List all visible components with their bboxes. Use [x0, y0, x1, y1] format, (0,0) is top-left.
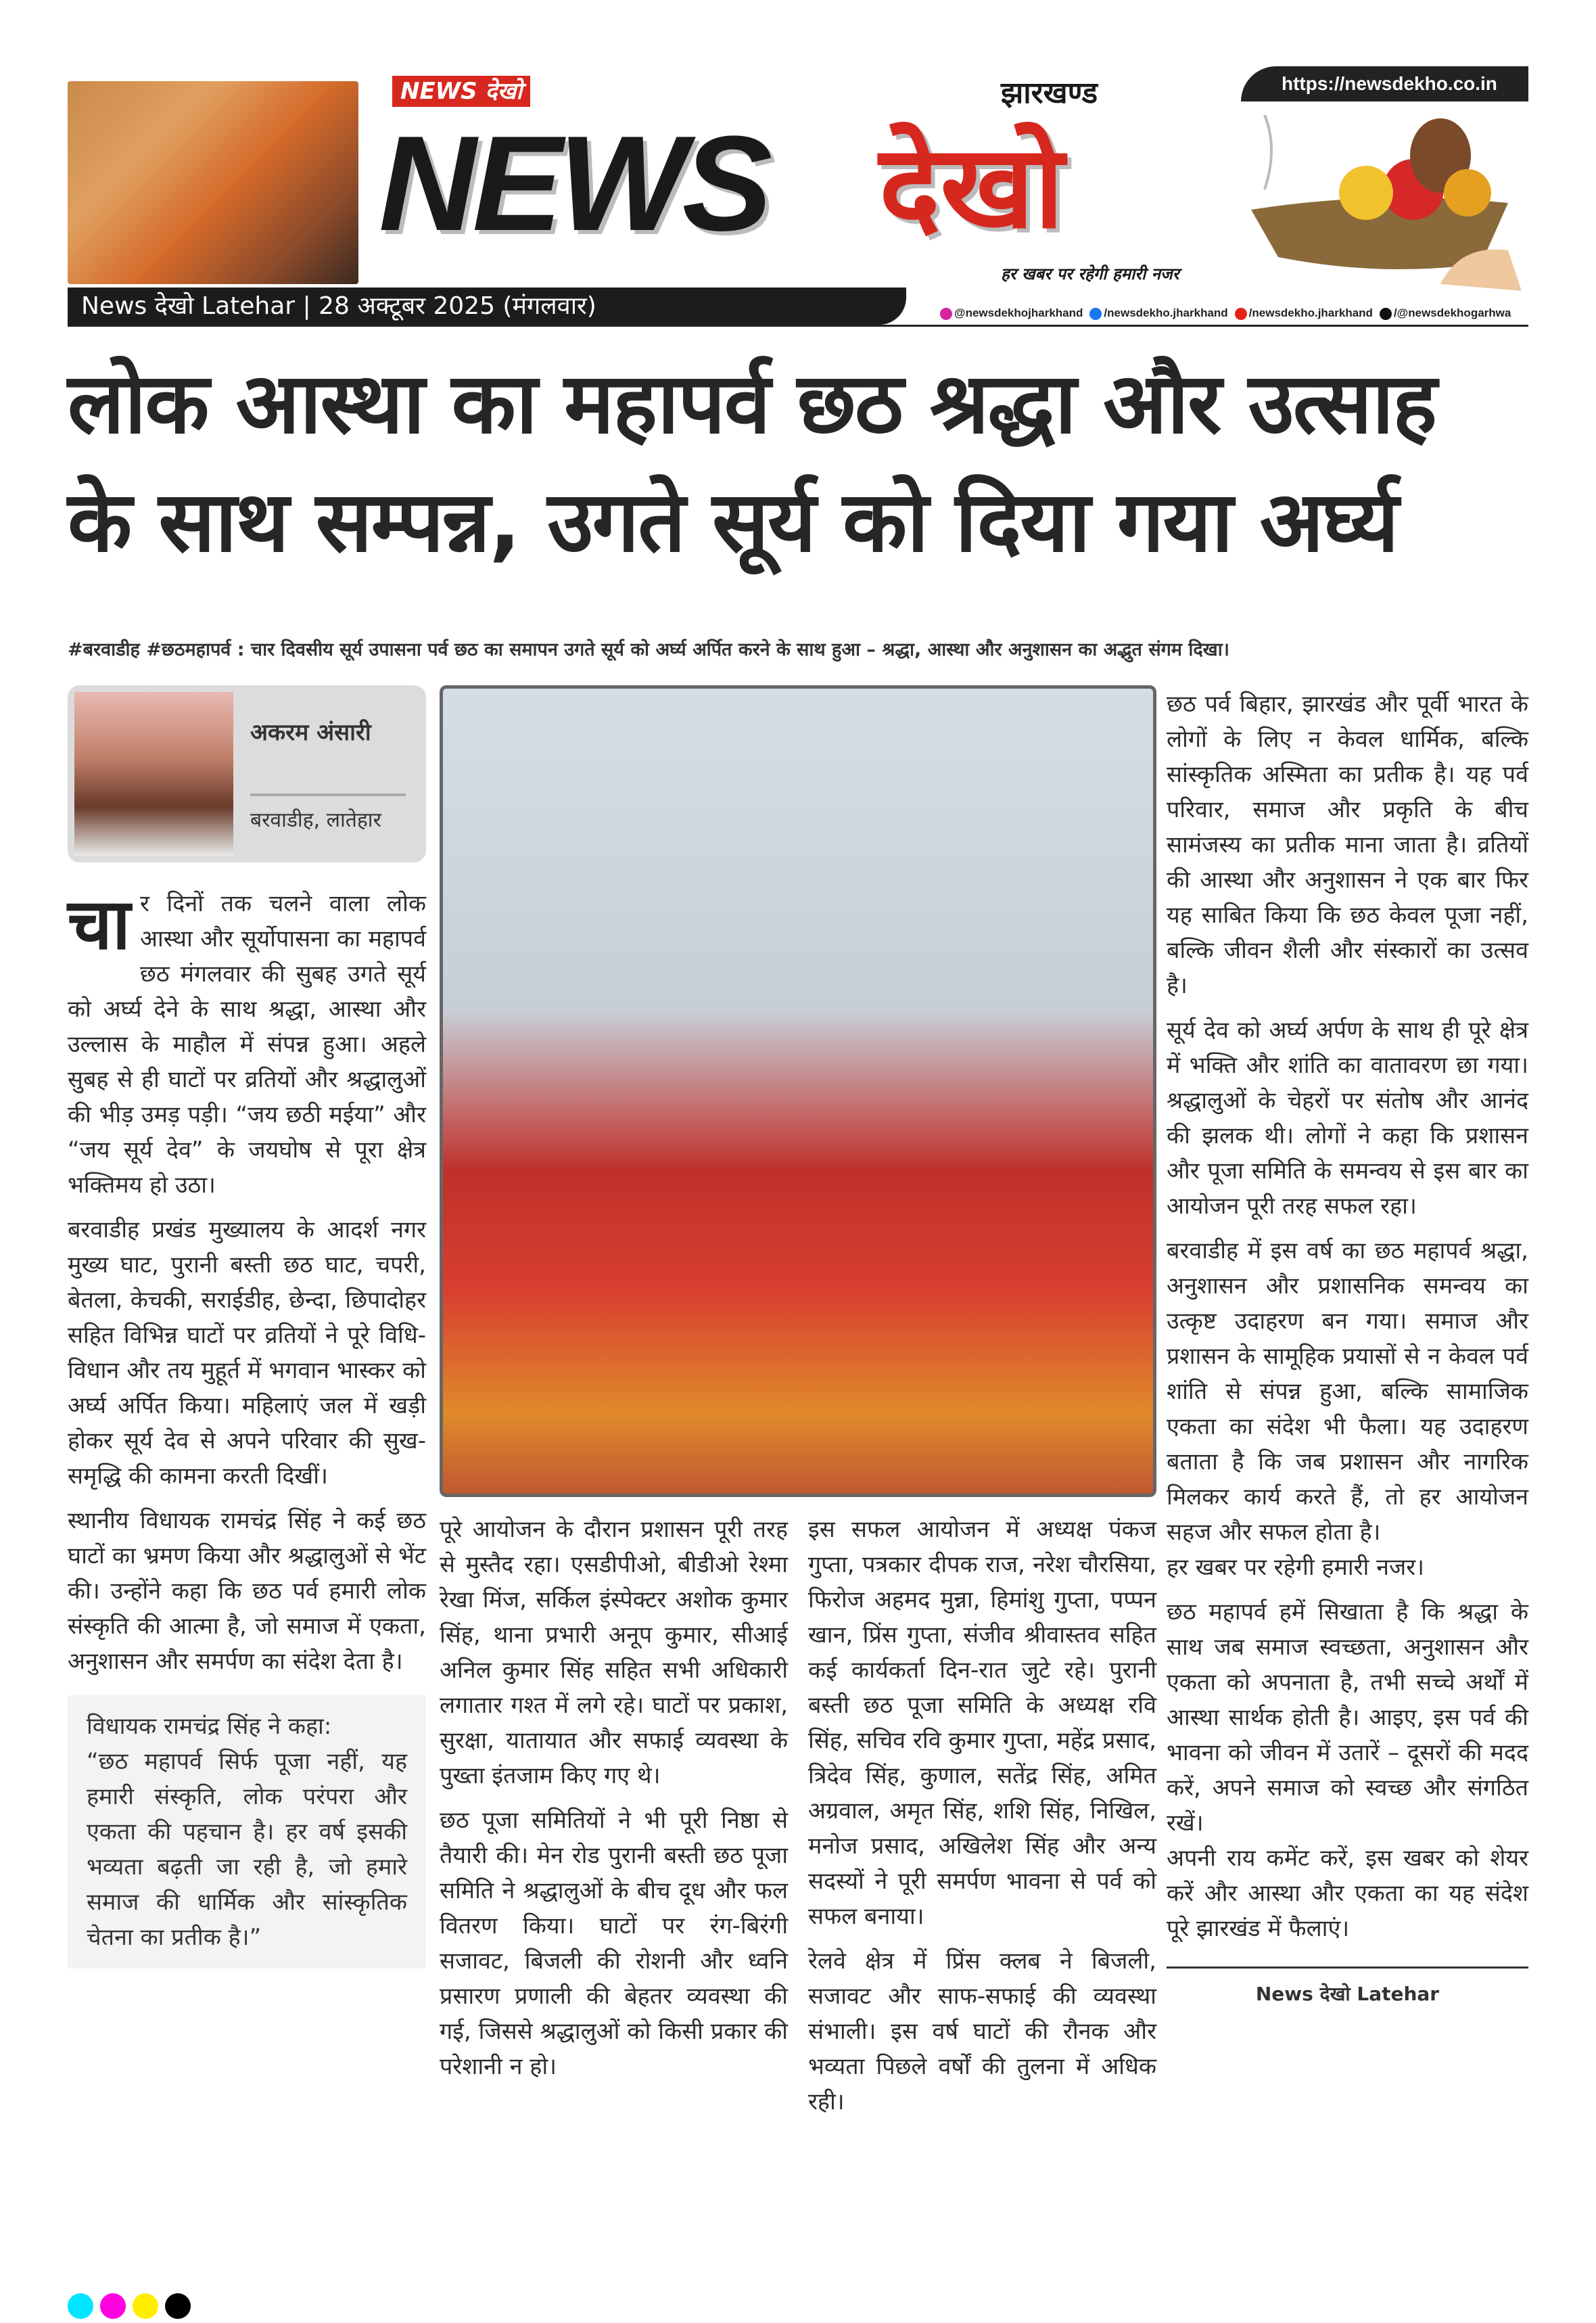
- instagram-icon: [940, 308, 952, 320]
- paragraph: पूरे आयोजन के दौरान प्रशासन पूरी तरह से मुस्तैद रहा। एसडीपीओ, बीडीओ रेश्मा रेखा मिंज, सर्किल इंस्पेक्टर अशोक कुमार सिंह, थाना प्रभारी अनूप कुमार, सीआई अनिल कुमार सिंह सहित सभी अधिकारी लगातार गश्त में लगे रहे। घाटों पर प्रकाश, सुरक्षा, यातायात और सफाई व्यवस्था के पुख्ता इंतजाम किए गए थे।: [440, 1516, 788, 1789]
- tagline-line: हर खबर पर रहेगी हमारी नजर।: [1167, 1554, 1425, 1581]
- facebook-link[interactable]: /newsdekho.jharkhand: [1089, 306, 1227, 320]
- article-subheading: #बरवाडीह #छठमहापर्व : चार दिवसीय सूर्य उपासना पर्व छठ का समापन उगते सूर्य को अर्घ्य अर्पित करने के साथ हुआ – श्रद्धा, आस्था और अनुशासन का अद्भुत संगम दिखा।: [68, 639, 1229, 660]
- header-devotees-photo: [68, 81, 358, 284]
- drop-cap: चा: [68, 883, 131, 965]
- paragraph: छठ पूजा समितियों ने भी पूरी निष्ठा से तैयारी की। मेन रोड पुरानी बस्ती छठ पूजा समिति ने श्रद्धालुओं के बीच दूध और फल वितरण किया। घाटों पर रंग-बिरंगी सजावट, बिजली की रोशनी और ध्वनि प्रसारण प्रणाली की बेहतर व्यवस्था की गई, जिससे श्रद्धालुओं को किसी प्रकार की परेशानी न हो।: [440, 1807, 788, 2080]
- headline-line-1: लोक आस्था का महापर्व छठ श्रद्धा और उत्साह: [68, 355, 1436, 453]
- mla-quote-box: [68, 1695, 426, 1969]
- quote-text: “छठ महापर्व सिर्फ पूजा नहीं, यह हमारी संस्कृति, लोक परंपरा और एकता की पहचान है। हर वर्ष इसकी भव्यता बढ़ती जा रही है, जो हमारे समाज की धार्मिक और सांस्कृतिक चेतना का प्रतीक है।”: [87, 1748, 407, 1951]
- chhath-devotees-photo: [440, 685, 1156, 1497]
- print-mark-cyan: [68, 2293, 93, 2319]
- header-divider: [68, 325, 1528, 327]
- author-photo: [74, 692, 233, 856]
- print-mark-magenta: [100, 2293, 126, 2319]
- footer-credit: News देखो Latehar: [1255, 1983, 1440, 2005]
- article-headline: [68, 345, 1528, 582]
- instagram-link[interactable]: @newsdekhojharkhand: [940, 306, 1083, 320]
- paragraph: रेलवे क्षेत्र में प्रिंस क्लब ने बिजली, सजावट और साफ-सफाई की व्यवस्था संभाली। इस वर्ष घाटों की रौनक और भव्यता पिछले वर्षों की तुलना में अधिक रही।: [808, 1948, 1156, 2115]
- headline-line-2: के साथ सम्पन्न, उगते सूर्य को दिया गया अर्घ्य: [68, 474, 1398, 571]
- paragraph: इस सफल आयोजन में अध्यक्ष पंकज गुप्ता, पत्रकार दीपक राज, नरेश चौरसिया, फिरोज अहमद मुन्ना, हिमांशु गुप्ता, पप्पन खान, प्रिंस गुप्ता, संजीव श्रीवास्तव सहित कई कार्यकर्ता दिन-रात जुटे रहे। पुरानी बस्ती छठ पूजा समिति के अध्यक्ष रवि सिंह, सचिव रवि कुमार गुप्ता, महेंद्र प्रसाद, त्रिदेव सिंह, कुणाल, सतेंद्र सिंह, अमित अग्रवाल, अमृत सिंह, शशि सिंह, निखिल, मनोज प्रसाद, अखिलेश सिंह और अन्य सदस्यों ने पूरी समर्पण भावना से पर्व को सफल बनाया।: [808, 1516, 1156, 1930]
- youtube-link[interactable]: /newsdekho.jharkhand: [1235, 306, 1373, 320]
- social-handles: [940, 306, 1528, 320]
- author-box: [68, 685, 426, 862]
- footer-divider: [1167, 1967, 1528, 1969]
- logo-dekho-text: देखो: [879, 120, 1064, 254]
- paragraph: बरवाडीह प्रखंड मुख्यालय के आदर्श नगर मुख्य घाट, पुरानी बस्ती छठ घाट, चपरी, बेतला, केचकी, सराईडीह, छेन्दा, छिपादोहर सहित विभिन्न घाटों पर व्रतियों ने पूरे विधि-विधान और तय मुहूर्त में भगवान भास्कर को अर्घ्य अर्पित किया। महिलाएं जल में खड़ी होकर सूर्य देव से अपने परिवार की सुख-समृद्धि की कामना करती दिखीं।: [68, 1216, 426, 1490]
- print-mark-yellow: [133, 2293, 158, 2319]
- logo-state-text: झारखण्ड: [1001, 76, 1098, 110]
- chhath-basket-illustration: [1238, 108, 1522, 291]
- facebook-icon: [1089, 308, 1102, 320]
- author-name: अकरम अंसारी: [250, 719, 371, 746]
- middle-column-1: [440, 1512, 788, 2094]
- logo-tagline: हर खबर पर रहेगी हमारी नजर: [1001, 264, 1179, 283]
- youtube-icon: [1235, 308, 1247, 320]
- print-mark-black: [165, 2293, 191, 2319]
- x-link[interactable]: /@newsdekhogarhwa: [1380, 306, 1511, 320]
- author-location: बरवाडीह, लातेहार: [250, 808, 381, 832]
- logo-small-badge: NEWS देखो: [392, 76, 530, 107]
- paragraph: सूर्य देव को अर्घ्य अर्पण के साथ ही पूरे क्षेत्र में भक्ति और शांति का वातावरण छा गया। श्रद्धालुओं के चेहरों पर संतोष और आनंद की झलक थी। लोगों ने कहा कि प्रशासन और पूजा समिति के समन्वय से इस बार का आयोजन पूरी तरह सफल रहा।: [1167, 1017, 1528, 1220]
- right-column: [1167, 687, 1528, 2006]
- website-url[interactable]: https://newsdekho.co.in: [1241, 66, 1528, 101]
- paragraph: छठ पर्व बिहार, झारखंड और पूर्वी भारत के लोगों के लिए न केवल धार्मिक, बल्कि सांस्कृतिक अस्मिता का प्रतीक है। यह पर्व परिवार, समाज और प्रकृति के बीच सामंजस्य का प्रतीक माना जाता है। व्रतियों की आस्था और अनुशासन ने एक बार फिर यह साबित किया कि छठ केवल पूजा नहीं, बल्कि जीवन शैली और संस्कारों का उत्सव है।: [1167, 691, 1528, 999]
- paragraph: अपनी राय कमेंट करें, इस खबर को शेयर करें और आस्था और एकता का यह संदेश पूरे झारखंड में फैलाएं।: [1167, 1845, 1528, 1942]
- logo-news-text: NEWS: [379, 108, 768, 259]
- dateline-bar: News देखो Latehar | 28 अक्टूबर 2025 (मंगलवार): [68, 288, 906, 325]
- paragraph: र दिनों तक चलने वाला लोक आस्था और सूर्योपासना का महापर्व छठ मंगलवार की सुबह उगते सूर्य को अर्घ्य देने के साथ श्रद्धा, आस्था और उल्लास के माहौल में संपन्न हुआ। अहले सुबह से ही घाटों पर व्रतियों और श्रद्धालुओं की भीड़ उमड़ पड़ी। “जय छठी मईया” और “जय सूर्य देव” के जयघोष से पूरा क्षेत्र भक्तिमय हो उठा।: [68, 890, 426, 1199]
- paragraph: बरवाडीह में इस वर्ष का छठ महापर्व श्रद्धा, अनुशासन और प्रशासनिक समन्वय का उत्कृष्ट उदाहरण बन गया। समाज और प्रशासन के सामूहिक प्रयासों से न केवल पर्व शांति से संपन्न हुआ, बल्कि सामाजिक एकता का संदेश भी फैला। यह उदाहरण बताता है कि जब प्रशासन और नागरिक मिलकर कार्य करते हैं, तो हर आयोजन सहज और सफल होता है।: [1167, 1237, 1528, 1546]
- left-column: [68, 883, 426, 1969]
- author-divider: [250, 794, 406, 796]
- middle-column-2: [808, 1512, 1156, 2129]
- x-icon: [1380, 308, 1392, 320]
- paragraph: स्थानीय विधायक रामचंद्र सिंह ने कई छठ घाटों का भ्रमण किया और श्रद्धालुओं से भेंट की। उन्होंने कहा कि छठ पर्व हमारी लोक संस्कृति की आत्मा है, जो समाज में एकता, अनुशासन और समर्पण का संदेश देता है।: [68, 1507, 426, 1675]
- paragraph: छठ महापर्व हमें सिखाता है कि श्रद्धा के साथ जब समाज स्वच्छता, अनुशासन और एकता को अपनाता है, तभी सच्चे अर्थों में आस्था सार्थक होती है। आइए, इस पर्व की भावना को जीवन में उतारें – दूसरों की मदद करें, अपने समाज को स्वच्छ और संगठित रखें।: [1167, 1598, 1528, 1837]
- quote-intro: विधायक रामचंद्र सिंह ने कहा:: [87, 1713, 332, 1740]
